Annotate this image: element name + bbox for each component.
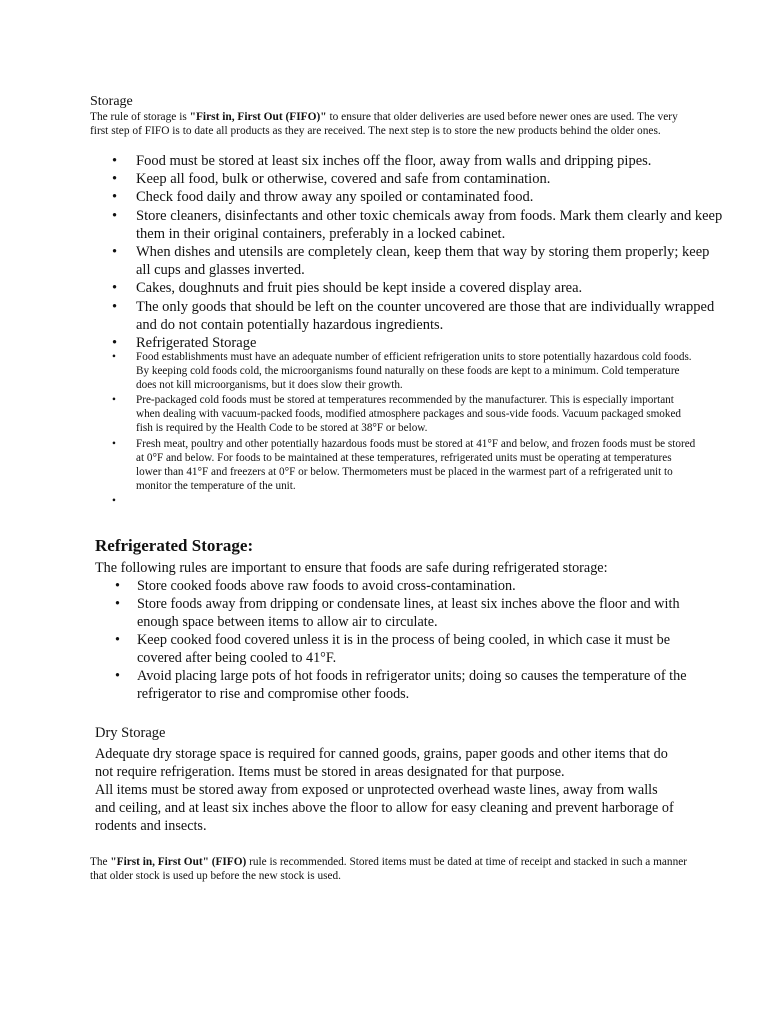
list-item: • Store cleaners, disinfectants and other toxic chemicals away from foods. Mark them clearly and keep them in their original containers, preferably in a locked cabinet.: [136, 207, 726, 243]
list-item: • Avoid placing large pots of hot foods in refrigerator units; doing so causes the temperature of the refrigerator to rise and compromise other foods.: [137, 667, 697, 703]
storage-heading: Storage: [90, 94, 133, 109]
dry-storage-paragraph-2: All items must be stored away from exposed or unprotected overhead waste lines, away from walls and ceiling, and at least six inches above the floor to allow for easy cleaning and prevent harborage of rodents and insects.: [95, 782, 674, 834]
list-item: • Food must be stored at least six inches off the floor, away from walls and dripping pipes.: [136, 152, 726, 170]
dry-storage-body: [95, 745, 675, 835]
fifo-note: [90, 855, 690, 883]
list-item: • Food establishments must have an adequate number of efficient refrigeration units to store potentially hazardous cold foods. By keeping cold foods cold, the microorganisms found naturally on these foods are kept to a minimum. Cold temperature does not kill microorganisms, but it does slow their growth.: [136, 350, 696, 392]
refrigerated-storage-intro: The following rules are important to ensure that foods are safe during refrigerated storage:: [95, 560, 608, 576]
dry-storage-paragraph-1: Adequate dry storage space is required for canned goods, grains, paper goods and other items that do not require refrigeration. Items must be stored in areas designated for that purpose.: [95, 746, 668, 780]
list-item: • When dishes and utensils are completely clean, keep them that way by storing them properly; keep all cups and glasses inverted.: [136, 243, 726, 279]
fifo-note-bold: "First in, First Out" (FIFO): [110, 856, 247, 868]
fifo-note-text-2: rule is recommended. Stored items must be dated at time of receipt and stacked in such a manner that older stock is used up before the new stock is used.: [90, 856, 687, 883]
list-item: • Store foods away from dripping or condensate lines, at least six inches above the floor and with enough space between items to allow air to circulate.: [137, 595, 697, 631]
storage-intro-text-2: to ensure that older deliveries are used before newer ones are used. The very first step of FIFO is to date all products as they are received. The next step is to store the new products behind the older ones.: [90, 111, 678, 138]
list-item: • Check food daily and throw away any spoiled or contaminated food.: [136, 188, 726, 206]
list-item: • Refrigerated Storage: [136, 334, 726, 352]
refrigerated-rules-list: [107, 577, 697, 703]
list-item: • Cakes, doughnuts and fruit pies should be kept inside a covered display area.: [136, 279, 726, 297]
storage-intro: [90, 110, 680, 138]
list-item: • Pre-packaged cold foods must be stored at temperatures recommended by the manufacturer. This is especially important when dealing with vacuum-packed foods, modified atmosphere packages and sous-vide foods. Vacuum packaged smoked fish is required by the Health Code to be stored at 38°F or below.: [136, 393, 696, 435]
list-item: • Keep all food, bulk or otherwise, covered and safe from contamination.: [136, 170, 726, 188]
refrigeration-details-list: [104, 350, 696, 509]
refrigerated-storage-heading: Refrigerated Storage:: [95, 536, 254, 555]
storage-intro-text-1: The rule of storage is: [90, 111, 190, 123]
fifo-note-text-1: The: [90, 856, 111, 868]
list-item: • Fresh meat, poultry and other potentially hazardous foods must be stored at 41°F and below, and frozen foods must be stored at 0°F and below. For foods to be maintained at these temperatures, refrigerated units must be operating at temperatures lower than 41°F and freezers at 0°F or below. Thermometers must be placed in the warmest part of a refrigerated unit to monitor the temperature of the unit.: [136, 437, 696, 493]
storage-rules-list: [104, 152, 726, 352]
list-item: • The only goods that should be left on the counter uncovered are those that are individually wrapped and do not contain potentially hazardous ingredients.: [136, 298, 726, 334]
empty-list-item: [136, 494, 696, 508]
list-item: • Store cooked foods above raw foods to avoid cross-contamination.: [137, 577, 697, 595]
dry-storage-heading: Dry Storage: [95, 725, 166, 741]
storage-intro-fifo: "First in, First Out (FIFO)": [189, 111, 327, 123]
list-item: • Keep cooked food covered unless it is in the process of being cooled, in which case it must be covered after being cooled to 41°F.: [137, 631, 697, 667]
